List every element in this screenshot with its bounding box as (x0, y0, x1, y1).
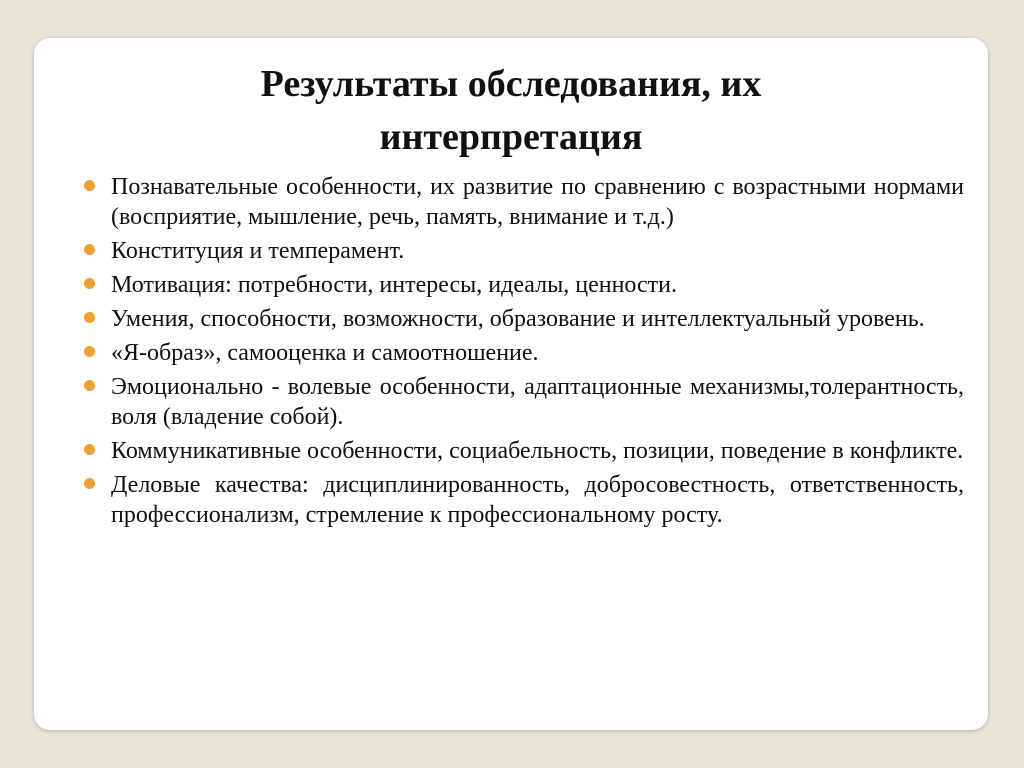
bullet-dot-icon (84, 444, 95, 455)
bullet-dot-icon (84, 278, 95, 289)
slide-title (34, 38, 988, 164)
list-item-text: Эмоционально - волевые особенности, адаптационные механизмы,толерантность, воля (владение собой). (111, 374, 964, 430)
list-item (111, 338, 964, 368)
list-item (111, 470, 964, 530)
list-item (111, 436, 964, 466)
list-item (111, 304, 964, 334)
bullet-dot-icon (84, 478, 95, 489)
bullet-dot-icon (84, 380, 95, 391)
list-item (111, 372, 964, 432)
slide-title-line-1: Результаты обследования, их (260, 63, 762, 105)
bullet-list (34, 164, 988, 530)
list-item-text: Коммуникативные особенности, социабельность, позиции, поведение в конфликте. (111, 438, 964, 464)
bullet-dot-icon (84, 312, 95, 323)
list-item-text: Умения, способности, возможности, образование и интеллектуальный уровень. (111, 306, 925, 332)
list-item-text: Мотивация: потребности, интересы, идеалы, ценности. (111, 272, 678, 298)
list-item-text: Познавательные особенности, их развитие по сравнению с возрастными нормами (восприятие, мышление, речь, память, внимание и т.д.) (111, 174, 964, 230)
bullet-dot-icon (84, 244, 95, 255)
bullet-dot-icon (84, 346, 95, 357)
slide-card (34, 38, 988, 730)
list-item-text: «Я-образ», самооценка и самоотношение. (111, 340, 539, 366)
list-item (111, 172, 964, 232)
list-item (111, 236, 964, 266)
list-item-text: Конституция и темперамент. (111, 238, 405, 264)
slide-title-line-2: интерпретация (379, 116, 643, 158)
bullet-dot-icon (84, 180, 95, 191)
list-item (111, 270, 964, 300)
list-item-text: Деловые качества: дисциплинированность, добросовестность, ответственность, профессионализм, стремление к профессиональному росту. (111, 472, 964, 528)
